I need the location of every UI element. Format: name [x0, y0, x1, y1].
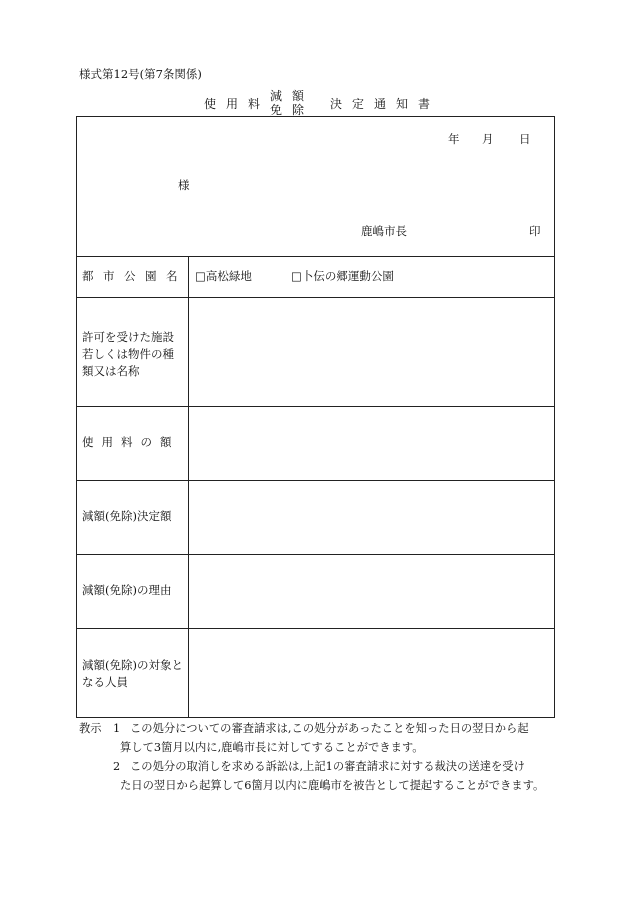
recipient-honorific: 様 — [178, 178, 190, 192]
title-exempt: 免除 — [270, 103, 315, 117]
reason-label: 減額(免除)の理由 — [82, 583, 172, 597]
date-year: 年 — [448, 132, 460, 146]
note-2-line-1: この処分の取消しを求める訴訟は,上記1の審査請求に対する裁決の送達を受け — [130, 760, 525, 773]
form-number: 様式第12号(第7条関係) — [79, 67, 202, 81]
row-divider — [77, 297, 554, 298]
park-option-bokuden[interactable]: □卜伝の郷運動公園 — [291, 269, 394, 283]
row-divider — [77, 628, 554, 629]
fee-label: 使用料の額 — [82, 435, 180, 449]
issuer-name: 鹿嶋市長 — [361, 224, 407, 238]
row-divider — [77, 406, 554, 407]
form-table — [76, 116, 555, 718]
note-2-number: 2 — [113, 760, 121, 773]
note-1-line-1: この処分についての審査請求は,この処分があったことを知った日の翌日から起 — [130, 722, 529, 735]
seal-mark: 印 — [529, 224, 541, 238]
note-1-line-2: 算して3箇月以内に,鹿嶋市長に対してすることができます。 — [120, 741, 424, 754]
facility-label: 許可を受けた施設若しくは物件の種類又は名称 — [82, 330, 174, 378]
row-divider — [77, 256, 554, 257]
target-label: 減額(免除)の対象となる人員 — [82, 658, 183, 689]
park-label: 都市公園名 — [82, 269, 187, 283]
decision-amount-label: 減額(免除)決定額 — [82, 509, 172, 523]
date-day: 日 — [519, 132, 531, 146]
document-title — [204, 87, 484, 115]
park-option-takamatsu[interactable]: □高松緑地 — [195, 269, 252, 283]
date-month: 月 — [482, 132, 494, 146]
title-prefix: 使用料 — [204, 97, 271, 111]
row-divider — [77, 480, 554, 481]
title-reduce: 減額 — [270, 89, 315, 103]
notes-heading: 教示 — [79, 722, 102, 735]
note-1-number: 1 — [113, 722, 121, 735]
column-divider — [188, 256, 189, 718]
row-divider — [77, 554, 554, 555]
title-suffix: 決定通知書 — [330, 97, 441, 111]
note-2-line-2: た日の翌日から起算して6箇月以内に鹿嶋市を被告として提起することができます。 — [120, 779, 545, 792]
